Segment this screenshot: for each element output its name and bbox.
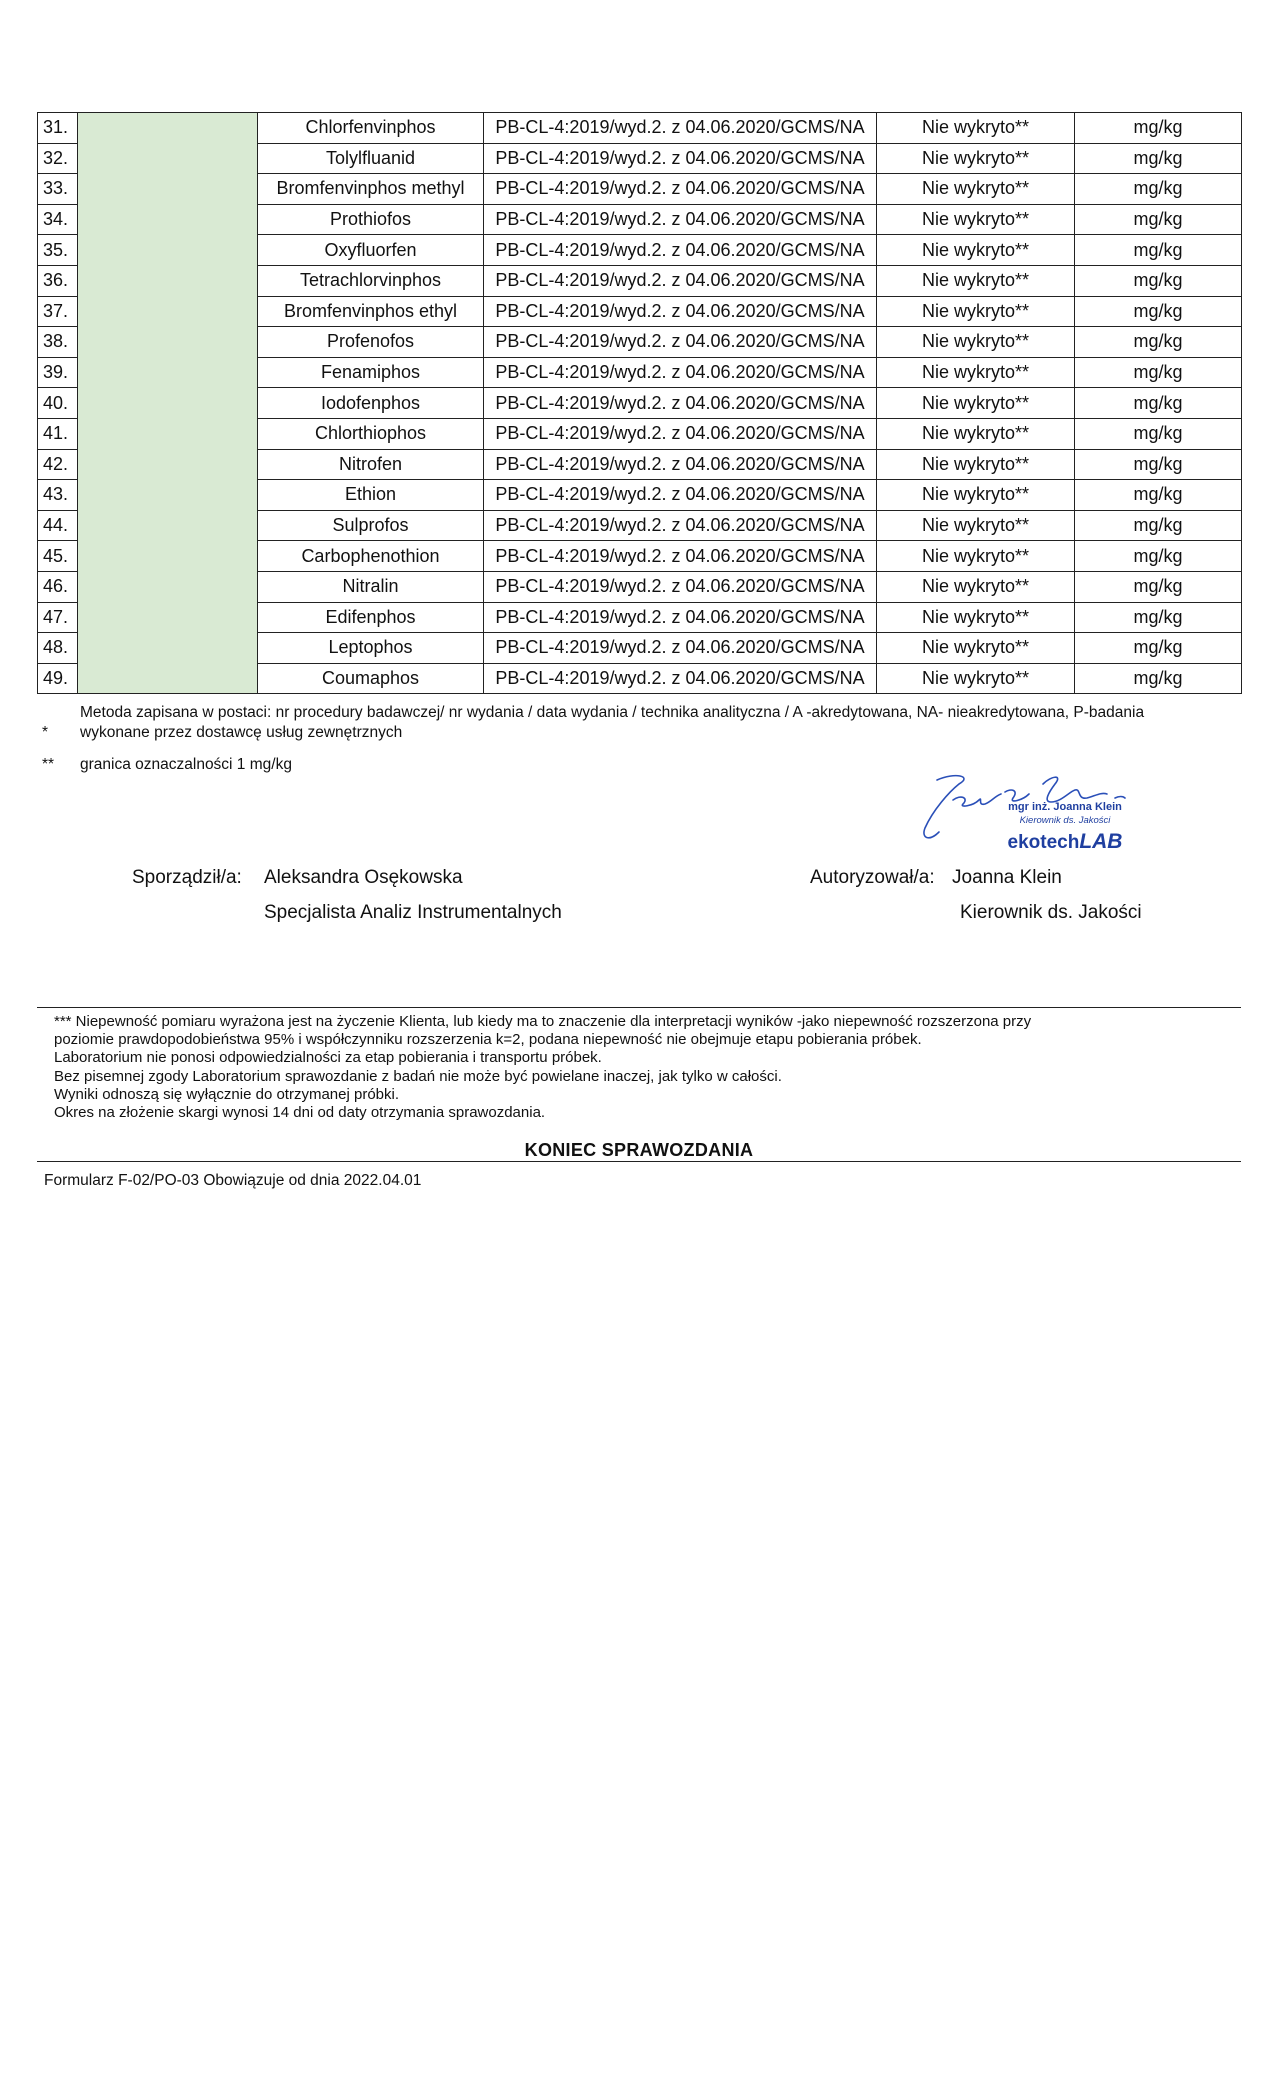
substance-cell: Carbophenothion [258,541,484,572]
result-cell: Nie wykryto** [877,357,1075,388]
authorized-title: Kierownik ds. Jakości [960,902,1142,923]
prepared-label: Sporządził/a: [132,867,242,888]
result-cell: Nie wykryto** [877,143,1075,174]
method-cell: PB-CL-4:2019/wyd.2. z 04.06.2020/GCMS/NA [484,633,877,664]
stamp-logo-lab: LAB [1079,830,1123,853]
authorized-name: Joanna Klein [952,867,1062,888]
method-cell: PB-CL-4:2019/wyd.2. z 04.06.2020/GCMS/NA [484,265,877,296]
disclaimer-line: Bez pisemnej zgody Laboratorium sprawozdanie z badań nie może być powielane inaczej, jak tylko w całości. [54,1067,782,1085]
unit-cell: mg/kg [1075,327,1242,358]
method-cell: PB-CL-4:2019/wyd.2. z 04.06.2020/GCMS/NA [484,174,877,205]
method-cell: PB-CL-4:2019/wyd.2. z 04.06.2020/GCMS/NA [484,296,877,327]
method-cell: PB-CL-4:2019/wyd.2. z 04.06.2020/GCMS/NA [484,449,877,480]
star-note-text: wykonane przez dostawcę usług zewnętrznych [80,724,403,741]
double-star-note-text: granica oznaczalności 1 mg/kg [80,756,292,773]
method-cell: PB-CL-4:2019/wyd.2. z 04.06.2020/GCMS/NA [484,204,877,235]
star-mark: * [42,724,49,741]
method-cell: PB-CL-4:2019/wyd.2. z 04.06.2020/GCMS/NA [484,571,877,602]
method-cell: PB-CL-4:2019/wyd.2. z 04.06.2020/GCMS/NA [484,143,877,174]
result-cell: Nie wykryto** [877,541,1075,572]
unit-cell: mg/kg [1075,510,1242,541]
substance-cell: Sulprofos [258,510,484,541]
row-number-cell: 44. [38,510,78,541]
table-row [38,113,1242,144]
end-of-report-title: KONIEC SPRAWOZDANIA [524,1140,754,1160]
results-table [37,112,1242,694]
row-number-cell: 31. [38,113,78,144]
prepared-title: Specjalista Analiz Instrumentalnych [264,902,562,923]
row-number-cell: 34. [38,204,78,235]
result-cell: Nie wykryto** [877,449,1075,480]
prepared-name: Aleksandra Osękowska [264,867,463,888]
substance-cell: Coumaphos [258,663,484,694]
row-number-cell: 43. [38,480,78,511]
substance-cell: Nitralin [258,571,484,602]
unit-cell: mg/kg [1075,480,1242,511]
method-cell: PB-CL-4:2019/wyd.2. z 04.06.2020/GCMS/NA [484,235,877,266]
method-cell: PB-CL-4:2019/wyd.2. z 04.06.2020/GCMS/NA [484,480,877,511]
substance-cell: Leptophos [258,633,484,664]
disclaimer-line: Laboratorium nie ponosi odpowiedzialności za etap pobierania i transportu próbek. [54,1049,602,1067]
substance-cell: Chlorfenvinphos [258,113,484,144]
unit-cell: mg/kg [1075,418,1242,449]
disclaimer-line: *** Niepewność pomiaru wyrażona jest na życzenie Klienta, lub kiedy ma to znaczenie dla interpretacji wyników -jako niepewność rozszerzona przy [54,1013,1032,1030]
signature-stamp [915,770,1155,865]
row-number-cell: 47. [38,602,78,633]
substance-cell: Ethion [258,480,484,511]
method-cell: PB-CL-4:2019/wyd.2. z 04.06.2020/GCMS/NA [484,663,877,694]
method-cell: PB-CL-4:2019/wyd.2. z 04.06.2020/GCMS/NA [484,602,877,633]
disclaimer-line: poziomie prawdopodobieństwa 95% i współczynniku rozszerzenia k=2, podana niepewność nie obejmuje etapu pobierania próbek. [54,1031,922,1049]
method-cell: PB-CL-4:2019/wyd.2. z 04.06.2020/GCMS/NA [484,541,877,572]
row-number-cell: 32. [38,143,78,174]
authorized-label: Autoryzował/a: [810,867,935,888]
substance-cell: Oxyfluorfen [258,235,484,266]
results-table-body [38,113,1242,694]
stamp-logo [1008,830,1123,853]
unit-cell: mg/kg [1075,388,1242,419]
result-cell: Nie wykryto** [877,480,1075,511]
disclaimer-lines [54,1013,1031,1122]
row-number-cell: 36. [38,265,78,296]
result-cell: Nie wykryto** [877,418,1075,449]
result-cell: Nie wykryto** [877,510,1075,541]
method-cell: PB-CL-4:2019/wyd.2. z 04.06.2020/GCMS/NA [484,418,877,449]
result-cell: Nie wykryto** [877,327,1075,358]
substance-cell: Edifenphos [258,602,484,633]
row-number-cell: 38. [38,327,78,358]
row-number-cell: 45. [38,541,78,572]
unit-cell: mg/kg [1075,296,1242,327]
method-cell: PB-CL-4:2019/wyd.2. z 04.06.2020/GCMS/NA [484,510,877,541]
method-cell: PB-CL-4:2019/wyd.2. z 04.06.2020/GCMS/NA [484,113,877,144]
substance-cell: Bromfenvinphos ethyl [258,296,484,327]
unit-cell: mg/kg [1075,449,1242,480]
result-cell: Nie wykryto** [877,388,1075,419]
unit-cell: mg/kg [1075,571,1242,602]
stamp-name: mgr inż. Joanna Klein [1008,801,1122,813]
result-cell: Nie wykryto** [877,235,1075,266]
result-cell: Nie wykryto** [877,602,1075,633]
unit-cell: mg/kg [1075,235,1242,266]
substance-cell: Tetrachlorvinphos [258,265,484,296]
row-number-cell: 49. [38,663,78,694]
unit-cell: mg/kg [1075,204,1242,235]
method-note-text: Metoda zapisana w postaci: nr procedury badawczej/ nr wydania / data wydania / technika analityczna / A -akredytowana, NA- nieakredytowana, P-badania [80,704,1145,721]
form-footer: Formularz F-02/PO-03 Obowiązuje od dnia 2022.04.01 [44,1172,422,1189]
method-cell: PB-CL-4:2019/wyd.2. z 04.06.2020/GCMS/NA [484,388,877,419]
substance-cell: Prothiofos [258,204,484,235]
row-number-cell: 40. [38,388,78,419]
unit-cell: mg/kg [1075,663,1242,694]
disclaimer-line: Okres na złożenie skargi wynosi 14 dni od daty otrzymania sprawozdania. [54,1104,546,1122]
result-cell: Nie wykryto** [877,633,1075,664]
row-number-cell: 42. [38,449,78,480]
result-cell: Nie wykryto** [877,296,1075,327]
substance-cell: Nitrofen [258,449,484,480]
row-number-cell: 37. [38,296,78,327]
method-cell: PB-CL-4:2019/wyd.2. z 04.06.2020/GCMS/NA [484,357,877,388]
substance-cell: Fenamiphos [258,357,484,388]
substance-cell: Iodofenphos [258,388,484,419]
method-cell: PB-CL-4:2019/wyd.2. z 04.06.2020/GCMS/NA [484,327,877,358]
unit-cell: mg/kg [1075,174,1242,205]
result-cell: Nie wykryto** [877,663,1075,694]
unit-cell: mg/kg [1075,541,1242,572]
unit-cell: mg/kg [1075,113,1242,144]
disclaimer-line: Wyniki odnoszą się wyłącznie do otrzymanej próbki. [54,1085,400,1103]
row-number-cell: 35. [38,235,78,266]
double-star-mark: ** [42,756,55,773]
row-number-cell: 48. [38,633,78,664]
sample-group-cell [78,113,258,694]
row-number-cell: 41. [38,418,78,449]
substance-cell: Chlorthiophos [258,418,484,449]
substance-cell: Tolylfluanid [258,143,484,174]
substance-cell: Profenofos [258,327,484,358]
substance-cell: Bromfenvinphos methyl [258,174,484,205]
unit-cell: mg/kg [1075,265,1242,296]
result-cell: Nie wykryto** [877,571,1075,602]
result-cell: Nie wykryto** [877,204,1075,235]
unit-cell: mg/kg [1075,602,1242,633]
row-number-cell: 46. [38,571,78,602]
result-cell: Nie wykryto** [877,265,1075,296]
stamp-role: Kierownik ds. Jakości [1019,815,1111,826]
unit-cell: mg/kg [1075,143,1242,174]
disclaimer-box [37,1007,1241,1162]
row-number-cell: 33. [38,174,78,205]
stamp-logo-ekotech: ekotech [1007,832,1080,853]
row-number-cell: 39. [38,357,78,388]
unit-cell: mg/kg [1075,633,1242,664]
unit-cell: mg/kg [1075,357,1242,388]
result-cell: Nie wykryto** [877,174,1075,205]
result-cell: Nie wykryto** [877,113,1075,144]
